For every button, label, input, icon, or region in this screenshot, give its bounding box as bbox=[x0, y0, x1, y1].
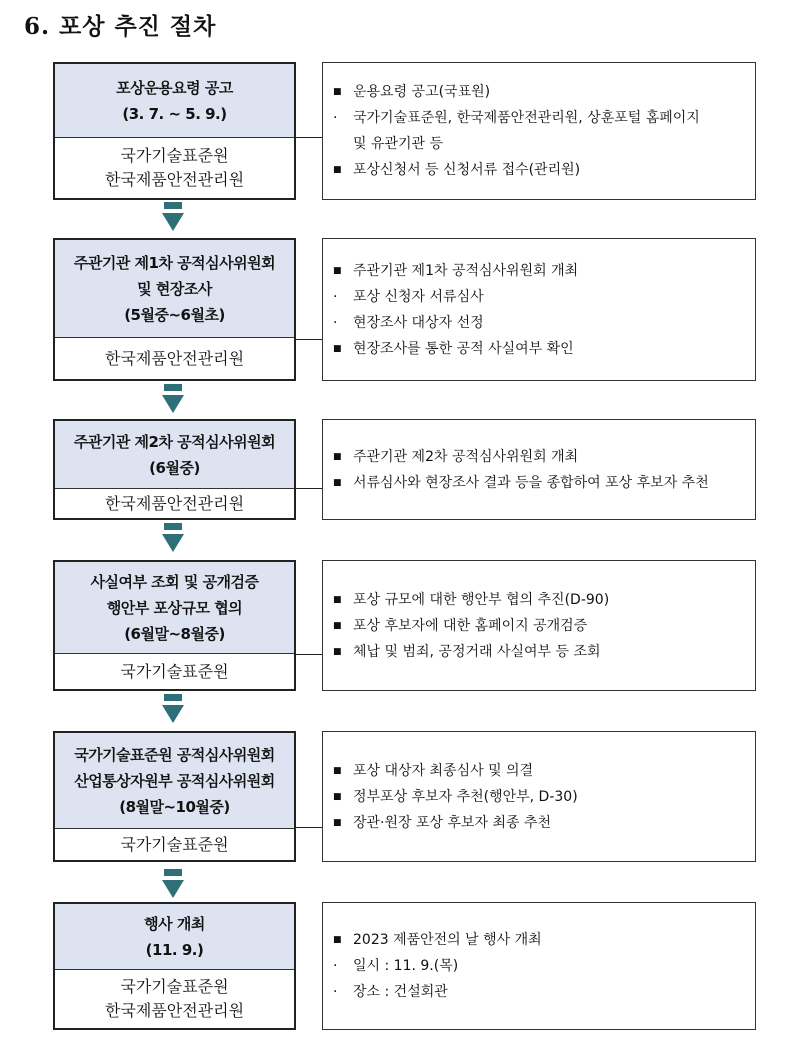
step-4-stage-box bbox=[53, 560, 296, 691]
square-bullet-icon: ■ bbox=[333, 646, 342, 657]
detail-item bbox=[333, 953, 747, 979]
dot-bullet-icon: · bbox=[333, 958, 338, 974]
detail-item bbox=[333, 258, 747, 284]
detail-item bbox=[333, 310, 747, 336]
detail-text: 현장조사 대상자 선정 bbox=[353, 314, 484, 331]
square-bullet-icon: ■ bbox=[333, 817, 342, 828]
organization-name: 한국제품안전관리원 bbox=[104, 1001, 245, 1020]
down-arrow-icon bbox=[162, 869, 184, 899]
detail-text: 서류심사와 현장조사 결과 등을 종합하여 포상 후보자 추천 bbox=[353, 474, 709, 491]
connector-line bbox=[296, 488, 322, 489]
detail-item bbox=[333, 587, 747, 613]
stage-title-line: (11. 9.) bbox=[145, 940, 204, 959]
detail-text: 포상 대상자 최종심사 및 의결 bbox=[353, 762, 534, 779]
detail-item bbox=[333, 157, 747, 183]
detail-item bbox=[333, 131, 747, 157]
detail-text: 체납 및 범죄, 공정거래 사실여부 등 조회 bbox=[353, 643, 601, 660]
square-bullet-icon: ■ bbox=[333, 791, 342, 802]
step-5-stage-box bbox=[53, 731, 296, 862]
dot-bullet-icon: · bbox=[333, 984, 338, 1000]
stage-title bbox=[55, 904, 294, 970]
step-3-detail-box bbox=[322, 419, 756, 520]
dot-bullet-icon: · bbox=[333, 314, 338, 331]
square-bullet-icon: ■ bbox=[333, 265, 342, 276]
detail-item bbox=[333, 613, 747, 639]
stage-organization bbox=[55, 829, 294, 860]
stage-title bbox=[55, 421, 294, 489]
page-title: 6. 포상 추진 절차 bbox=[24, 13, 217, 40]
stage-title-line: (5월중~6월초) bbox=[124, 305, 225, 324]
square-bullet-icon: ■ bbox=[333, 765, 342, 776]
organization-name: 국가기술표준원 bbox=[120, 661, 229, 681]
detail-text: 장소 : 건설회관 bbox=[353, 984, 448, 1000]
stage-title-line: 행사 개최 bbox=[144, 914, 205, 933]
square-bullet-icon: ■ bbox=[333, 477, 342, 488]
stage-organization bbox=[55, 138, 294, 198]
connector-line bbox=[296, 137, 322, 138]
stage-title-line: 포상운용요령 공고 bbox=[116, 78, 233, 97]
detail-text: 주관기관 제2차 공적심사위원회 개최 bbox=[353, 448, 579, 465]
step-1-stage-box bbox=[53, 62, 296, 200]
step-1-detail-box bbox=[322, 62, 756, 200]
detail-text: 정부포상 후보자 추천(행안부, D-30) bbox=[353, 788, 578, 805]
detail-item bbox=[333, 284, 747, 310]
stage-title-line: 및 현장조사 bbox=[137, 279, 212, 298]
detail-item bbox=[333, 810, 747, 836]
step-4-detail-box bbox=[322, 560, 756, 691]
detail-text: 포상 후보자에 대한 홈페이지 공개검증 bbox=[353, 617, 588, 634]
detail-text: 장관·원장 포상 후보자 최종 추천 bbox=[353, 814, 552, 831]
dot-bullet-icon: · bbox=[333, 110, 338, 126]
stage-organization bbox=[55, 489, 294, 518]
organization-name: 국가기술표준원 bbox=[120, 146, 229, 165]
step-3-stage-box bbox=[53, 419, 296, 520]
step-2-stage-box bbox=[53, 238, 296, 381]
square-bullet-icon: ■ bbox=[333, 935, 342, 945]
stage-title-line: (3. 7. ~ 5. 9.) bbox=[122, 104, 227, 123]
stage-title-line: 사실여부 조회 및 공개검증 bbox=[90, 572, 259, 591]
dot-bullet-icon: · bbox=[333, 288, 338, 305]
square-bullet-icon: ■ bbox=[333, 165, 342, 175]
stage-title-line: 산업통상자원부 공적심사위원회 bbox=[74, 771, 275, 790]
stage-title bbox=[55, 733, 294, 829]
detail-item bbox=[333, 639, 747, 665]
square-bullet-icon: ■ bbox=[333, 87, 342, 97]
stage-title-line: (6월중) bbox=[149, 458, 200, 477]
stage-title-line: 국가기술표준원 공적심사위원회 bbox=[74, 745, 275, 764]
organization-name: 한국제품안전관리원 bbox=[104, 348, 245, 368]
square-bullet-icon: ■ bbox=[333, 620, 342, 631]
stage-title bbox=[55, 64, 294, 138]
stage-title-line: 행안부 포상규모 협의 bbox=[106, 598, 243, 617]
connector-line bbox=[296, 339, 322, 340]
stage-title-line: (8월말~10월중) bbox=[119, 797, 230, 816]
stage-organization bbox=[55, 338, 294, 379]
detail-text: 일시 : 11. 9.(목) bbox=[353, 958, 459, 974]
organization-name: 한국제품안전관리원 bbox=[104, 493, 245, 513]
detail-item bbox=[333, 336, 747, 362]
detail-item bbox=[333, 758, 747, 784]
detail-text: 주관기관 제1차 공적심사위원회 개최 bbox=[353, 262, 579, 279]
detail-text: 포상 신청자 서류심사 bbox=[353, 288, 484, 305]
detail-text: 국가기술표준원, 한국제품안전관리원, 상훈포털 홈페이지 bbox=[353, 110, 700, 126]
detail-item bbox=[333, 105, 747, 131]
step-2-detail-box bbox=[322, 238, 756, 381]
stage-title-line: 주관기관 제1차 공적심사위원회 bbox=[73, 253, 276, 272]
connector-line bbox=[296, 827, 322, 828]
square-bullet-icon: ■ bbox=[333, 451, 342, 462]
down-arrow-icon bbox=[162, 694, 184, 724]
detail-text: 2023 제품안전의 날 행사 개최 bbox=[353, 932, 542, 948]
detail-item bbox=[333, 444, 747, 470]
detail-text: 현장조사를 통한 공적 사실여부 확인 bbox=[353, 340, 574, 357]
step-5-detail-box bbox=[322, 731, 756, 862]
down-arrow-icon bbox=[162, 202, 184, 232]
stage-title-line: (6월말~8월중) bbox=[124, 624, 225, 643]
detail-text: 운용요령 공고(국표원) bbox=[353, 84, 491, 100]
stage-title bbox=[55, 240, 294, 338]
detail-item bbox=[333, 784, 747, 810]
stage-organization bbox=[55, 970, 294, 1028]
detail-text: 포상 규모에 대한 행안부 협의 추진(D-90) bbox=[353, 591, 610, 608]
detail-item bbox=[333, 470, 747, 496]
stage-organization bbox=[55, 654, 294, 689]
detail-item bbox=[333, 79, 747, 105]
detail-item bbox=[333, 927, 747, 953]
square-bullet-icon: ■ bbox=[333, 594, 342, 605]
down-arrow-icon bbox=[162, 523, 184, 553]
detail-item bbox=[333, 979, 747, 1005]
stage-title-line: 주관기관 제2차 공적심사위원회 bbox=[73, 432, 276, 451]
detail-text: 포상신청서 등 신청서류 접수(관리원) bbox=[353, 162, 581, 178]
step-6-stage-box bbox=[53, 902, 296, 1030]
organization-name: 한국제품안전관리원 bbox=[104, 170, 245, 189]
stage-title bbox=[55, 562, 294, 654]
organization-name: 국가기술표준원 bbox=[120, 834, 229, 854]
connector-line bbox=[296, 654, 322, 655]
organization-name: 국가기술표준원 bbox=[120, 977, 229, 996]
step-6-detail-box bbox=[322, 902, 756, 1030]
down-arrow-icon bbox=[162, 384, 184, 414]
square-bullet-icon: ■ bbox=[333, 343, 342, 354]
detail-text: 및 유관기관 등 bbox=[353, 136, 444, 152]
